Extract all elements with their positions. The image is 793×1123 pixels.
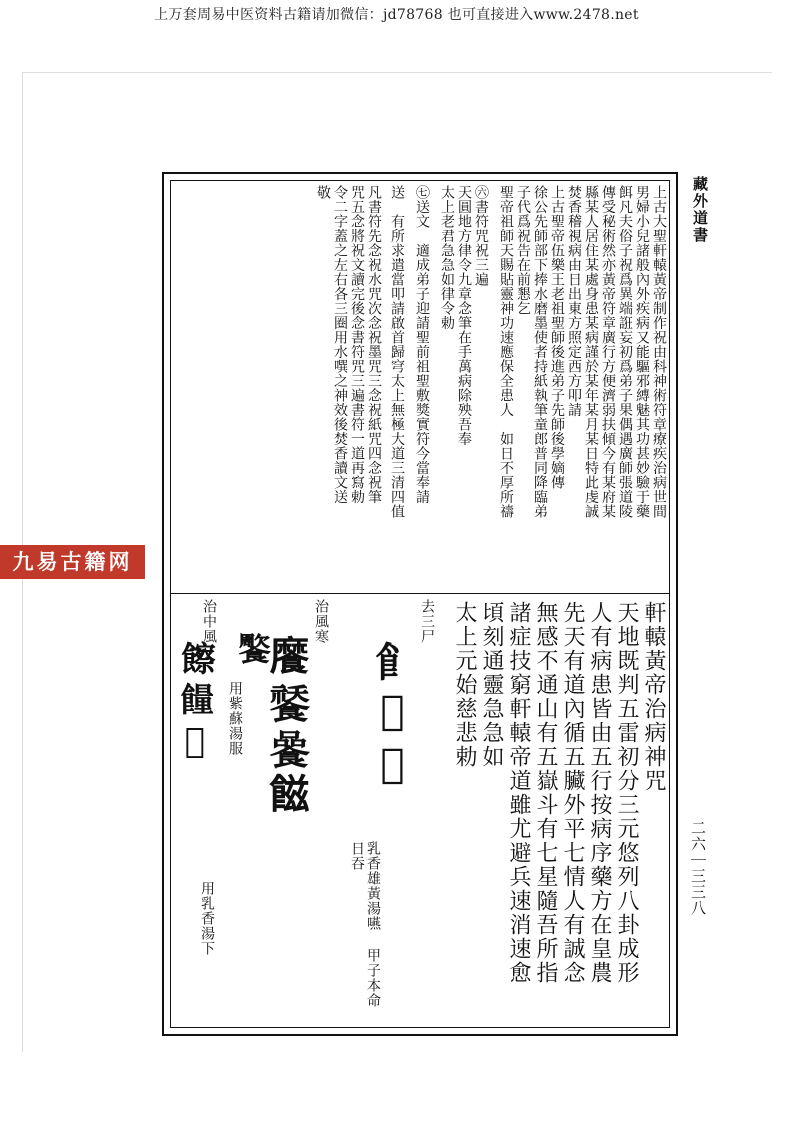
upper-column: 凡書符先念祝水咒次念祝墨咒三念祝紙咒四念祝筆 [366, 185, 382, 504]
talisman-label: 治中風 [201, 599, 217, 644]
lower-column: 諸症技窮軒轅帝道雖尤避兵速消速愈 [506, 601, 531, 985]
upper-column: ㊅書符咒祝三遍 [473, 185, 489, 287]
upper-column: 上古聖帝伍樂王老祖聖師後進弟子先師後學嫡傳 [549, 185, 565, 490]
lower-column: 太上元始慈悲勅 [452, 601, 477, 769]
header-banner: 上万套周易中医资料古籍请加微信：jd78768 也可直接进入www.2478.net [154, 7, 639, 23]
upper-column: 令二字蓋之左右各三圈用水噀之神效後焚香讀文送 [332, 185, 348, 504]
lower-column: 軒轅黃帝治病神咒 [641, 601, 666, 793]
book-title: 藏外道書 [691, 176, 709, 244]
talisman-glyphs: 𩟔𩞯𩝃 [175, 641, 215, 767]
upper-column: 太上老君急急如律令勅 [439, 185, 455, 330]
talisman-label: 治風寒 [313, 599, 329, 644]
upper-column: 餌凡夫俗子祝爲異端誑妄初爲弟子果偶遇廣師張道陵 [617, 185, 633, 519]
talisman-note: 乳香雄黃湯嚥 甲子本命日吞 [349, 841, 381, 1008]
talisman-label: 去三尸 [419, 599, 435, 644]
upper-column: 縣某人居住某處身患某病謹於某年某月某日特此虔誠 [583, 185, 599, 519]
lower-column: 人有病患皆由五行按病序藥方在皇農 [587, 601, 612, 985]
talisman-note: 用乳香湯下 [199, 881, 215, 956]
page-frame [170, 180, 670, 1028]
lower-column: 先天有道內循五臟外平七情人有誠念 [560, 601, 585, 985]
book-page [162, 172, 678, 1036]
lower-column: 無感不通山有五嶽斗有七星隨吾所指 [533, 601, 558, 985]
upper-column: 聖帝祖師天賜貼靈神功速應保全患人 如日不厚所禱 [498, 185, 514, 519]
upper-column: 天圓地方律令九章念筆在手萬病除殃吾奉 [456, 185, 472, 446]
upper-column: 焚香稽視病由日出東方照定西方叩請 [566, 185, 582, 417]
upper-column: 送 有所求遣當叩請啟首歸穹太上無極大道三清四值 [389, 185, 405, 519]
upper-column: 敬 [315, 185, 331, 200]
page-number: 二六｜三三八 [689, 820, 707, 916]
register-divider [171, 593, 669, 594]
upper-column: 上古大聖軒轅黃帝制作祝由科神術符章療疾治病世間 [651, 185, 667, 519]
upper-column: 咒五念將祝文讀完後念書符咒三遍書符一道再寫勅 [349, 185, 365, 504]
lower-column: 天地既判五雷初分三元悠列八卦成形 [614, 601, 639, 985]
scan-edge-top [22, 72, 772, 73]
talisman-glyphs: 𩙿𩛙𩛗 [369, 641, 416, 793]
talisman-note: 用紫蘇湯服 [227, 681, 243, 756]
upper-column: 徐公先師部下捧水磨墨使者持紙執筆童郎普同降臨弟 [532, 185, 548, 519]
upper-column: ㊆送文 適成弟子迎請聖前祖聖敷獎實符今當奉請 [414, 185, 430, 504]
upper-column: 子代爲祝告在前懇乞 [515, 185, 531, 316]
lower-column: 頃刻通靈急急如 [479, 601, 504, 769]
upper-column: 傳受秘術然亦黃帝符章廣行方便濟弱扶傾今有某府某 [600, 185, 616, 519]
talisman-glyphs: 𩞺 [235, 631, 273, 669]
site-watermark: 九易古籍网 [0, 545, 145, 579]
talisman-glyphs: 𩞁𩜸𩜻𩝐 [265, 636, 312, 820]
upper-column: 男婦小兒諸般內外疾病又能驅邪縛魅其功甚妙驗于藥 [634, 185, 650, 519]
